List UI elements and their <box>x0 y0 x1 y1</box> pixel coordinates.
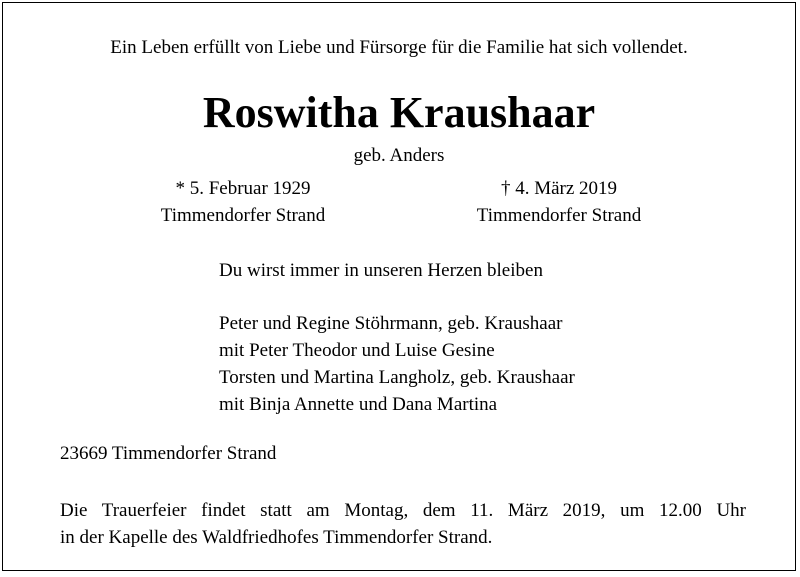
intro-text: Ein Leben erfüllt von Liebe und Fürsorge für die Familie hat sich vollendet. <box>110 37 688 58</box>
mourner-line: mit Binja Annette und Dana Martina <box>219 394 498 415</box>
motto: Du wirst immer in unseren Herzen bleiben <box>219 260 543 281</box>
family-block <box>219 257 575 418</box>
birth-date: * 5. Februar 1929 <box>175 178 311 199</box>
deceased-name: Roswitha Kraushaar <box>202 88 596 137</box>
address: 23669 Timmendorfer Strand <box>60 443 277 464</box>
death-info <box>449 175 669 229</box>
service-line: in der Kapelle des Waldfriedhofes Timmendorfer Strand. <box>60 527 493 548</box>
mourner-line: Torsten und Martina Langholz, geb. Kraushaar <box>219 367 575 388</box>
death-place: Timmendorfer Strand <box>476 205 642 226</box>
death-date: † 4. März 2019 <box>500 178 618 199</box>
birth-place: Timmendorfer Strand <box>160 205 326 226</box>
mourner-line: Peter und Regine Stöhrmann, geb. Kraushaar <box>219 313 563 334</box>
maiden-name: geb. Anders <box>353 145 445 166</box>
mourner-line: mit Peter Theodor und Luise Gesine <box>219 340 495 361</box>
birth-info <box>133 175 353 229</box>
obituary-notice <box>2 2 796 571</box>
service-info <box>60 497 746 551</box>
service-line: Die Trauerfeier findet statt am Montag, dem 11. März 2019, um 12.00 Uhr <box>60 500 746 521</box>
